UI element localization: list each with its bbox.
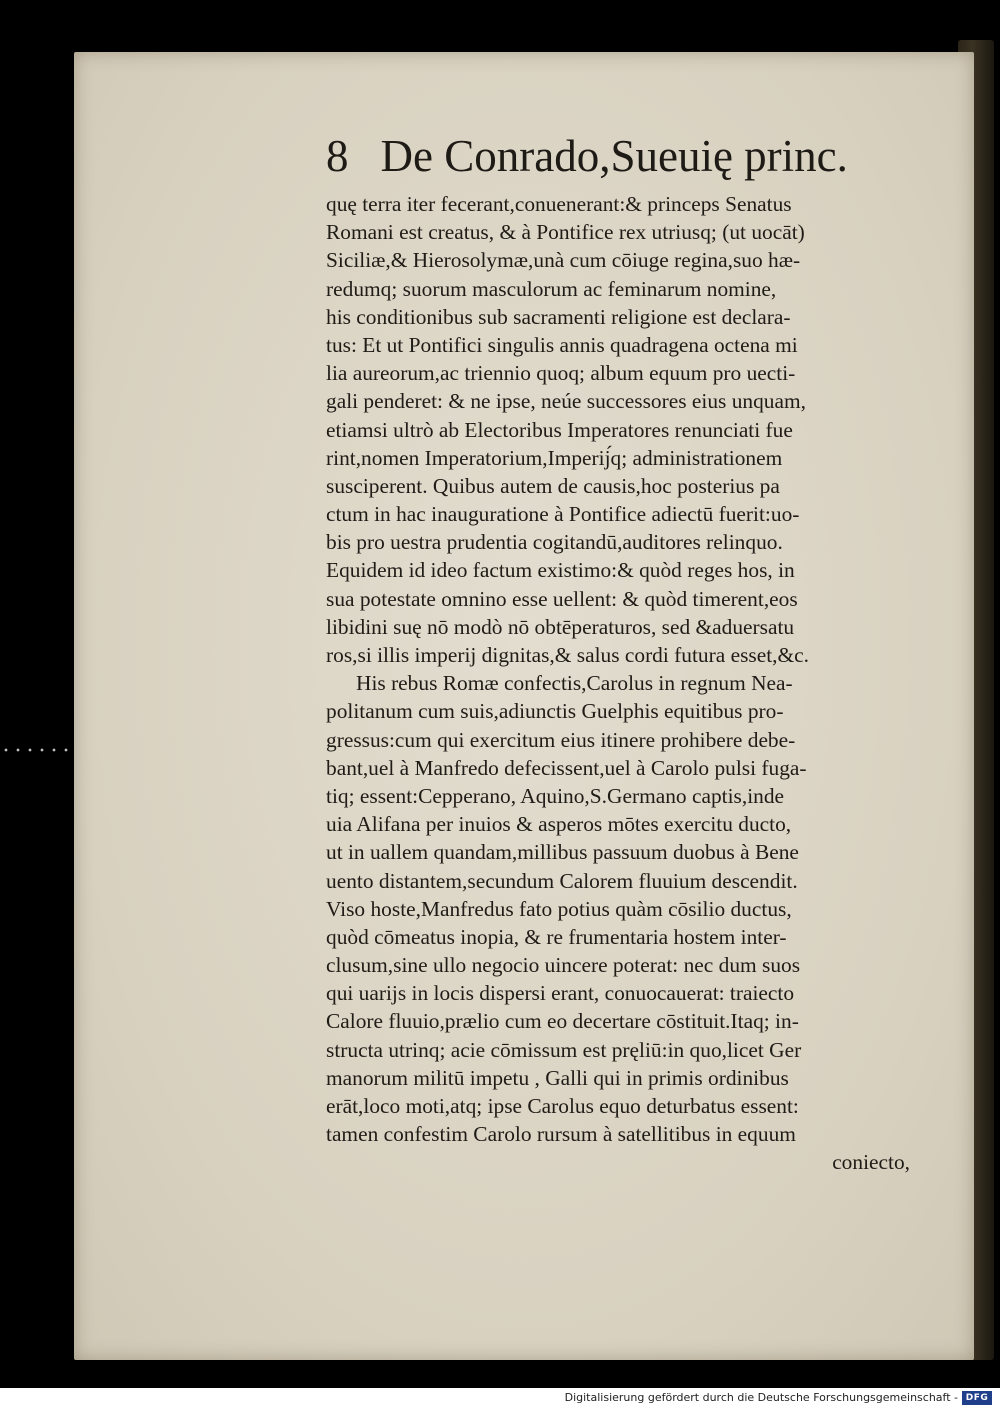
text-line: ut in uallem quandam,millibus passuum duobus à Bene: [326, 840, 799, 865]
text-line: lia aureorum,ac triennio quoq; album equum pro uecti-: [326, 361, 796, 386]
text-line: manorum militū impetu , Galli qui in primis ordinibus: [326, 1065, 789, 1090]
text-line: Equidem id ideo factum existimo:& quòd reges hos, in: [326, 558, 795, 583]
catchword: coniecto,: [832, 1150, 910, 1175]
text-line: uento distantem,secundum Calorem fluuium descendit.: [326, 868, 798, 893]
text-line: tus: Et ut Pontifici singulis annis quadragena octena mi: [326, 332, 798, 357]
text-line: structa utrinq; acie cōmissum est pręliū:in quo,licet Ger: [326, 1037, 802, 1062]
text-line: erāt,loco moti,atq; ipse Carolus equo deturbatus essent:: [326, 1094, 799, 1118]
text-line: bant,uel à Manfredo defecissent,uel à Carolo pulsi fuga-: [326, 755, 807, 780]
text-line: gali penderet: & ne ipse, neúe successores eius unquam,: [326, 389, 806, 414]
text-line: sua potestate omnino esse uellent: & quòd timerent,eos: [326, 586, 798, 611]
text-line: Calore fluuio,prælio cum eo decertare cōstituit.Itaq; in-: [326, 1009, 799, 1034]
text-line: politanum cum suis,adiunctis Guelphis equitibus pro-: [326, 699, 784, 724]
text-line: tamen confestim Carolo rursum à satellitibus in equum: [326, 1122, 796, 1147]
body-text: [326, 190, 916, 1177]
text-line: gressus:cum qui exercitum eius itinere prohibere debe-: [326, 727, 796, 752]
gutter-marker: [0, 748, 72, 752]
text-line: his conditionibus sub sacramenti religione est declara-: [326, 304, 791, 329]
text-line: Romani est creatus, & à Pontifice rex utriusq; (ut uocāt): [326, 220, 805, 245]
dfg-logo: DFG: [962, 1391, 992, 1405]
text-line: Viso hoste,Manfredus fato potius quàm cōsilio ductus,: [326, 896, 792, 921]
text-line: bis pro uestra prudentia cogitandū,auditores relinquo.: [326, 530, 783, 555]
page-number: 8: [326, 131, 349, 181]
running-head: De Conrado,Sueuię princ.: [380, 131, 848, 181]
paragraph-start-line: His rebus Romæ confectis,Carolus in regnum Nea-: [356, 671, 793, 696]
text-line: Siciliæ,& Hierosolymæ,unà cum cōiuge regina,suo hæ-: [326, 248, 801, 273]
text-line: redumq; suorum masculorum ac feminarum nomine,: [326, 276, 777, 301]
text-line: qui uarijs in locis dispersi erant, conuocauerat: traiecto: [326, 981, 795, 1006]
text-line: uia Alifana per inuios & asperos mōtes exercitu ducto,: [326, 812, 792, 837]
text-line: clusum,sine ullo negocio uincere poterat: nec dum suos: [326, 953, 801, 978]
text-line: etiamsi ultrò ab Electoribus Imperatores renunciati fue: [326, 417, 793, 442]
funding-credit: Digitalisierung gefördert durch die Deutsche Forschungsgemeinschaft -: [564, 1391, 958, 1404]
text-line: ros,si illis imperij dignitas,& salus cordi futura esset,&c.: [326, 643, 810, 667]
text-line: quę terra iter fecerant,conuenerant:& princeps Senatus: [326, 192, 792, 216]
page-header: [326, 128, 886, 188]
text-line: susciperent. Quibus autem de causis,hoc posterius pa: [326, 473, 780, 498]
text-line: tiq; essent:Cepperano, Aquino,S.Germano captis,inde: [326, 783, 785, 808]
text-line: rint,nomen Imperatorium,Imperij́q; administrationem: [326, 445, 783, 470]
text-line: libidini suę nō modò nō obtēperaturos, sed &aduersatu: [326, 614, 795, 639]
text-line: quòd cōmeatus inopia, & re frumentaria hostem inter-: [326, 924, 787, 949]
text-line: ctum in hac inauguratione à Pontifice adiectū fuerit:uo-: [326, 502, 800, 527]
